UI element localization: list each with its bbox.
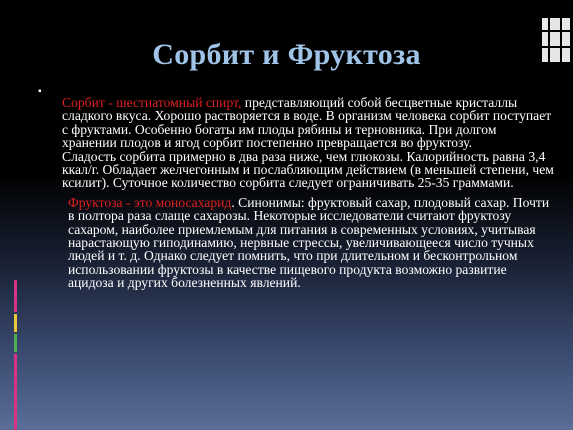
paragraph-sorbit-properties: Сладость сорбита примерно в два раза ниже, чем глюкозы. Калорийность равна 3,4 ккал/г. Обладает желчегонным и послабляющим действием (в меньшей степени, чем ксилит). Суточное количество сорбита следует ограничивать 25-35 граммами. <box>62 148 554 191</box>
paragraph-fructose <box>62 196 554 290</box>
slide-body <box>62 96 554 290</box>
paragraph-sorbit <box>62 96 554 150</box>
fructose-description: . Синонимы: фруктовый сахар, плодовый сахар. Почти в полтора раза слаще сахарозы. Некоторые исследователи считают фруктозу сахаром, наиболее приемлемым для питания в современных условиях, учитывая нарастающую гиподинамию, нервные стрессы, увеличивающееся число тучных людей и т. д. Однако следует помнить, что при длительном и бесконтрольном использовании фруктозы в качестве пищевого продукта возможно развитие ацидоза и других болезненных явлений. <box>68 194 550 291</box>
bullet-marker: ▪ <box>38 86 42 97</box>
fructose-definition: Фруктоза - это моносахарид <box>68 194 232 210</box>
sorbit-description: представляющий собой бесцветные кристаллы сладкого вкуса. Хорошо растворяется в воде. В организм человека сорбит поступает с фруктами. Особенно богаты им плоды рябины и терновника. При долгом хранении плодов и ягод сорбит постепенно превращается во фруктозу. <box>62 95 552 151</box>
sorbit-definition: Сорбит - шестиатомный спирт, <box>62 95 242 110</box>
slide-title: Сорбит и Фруктоза <box>152 38 421 71</box>
accent-bars <box>14 280 22 430</box>
